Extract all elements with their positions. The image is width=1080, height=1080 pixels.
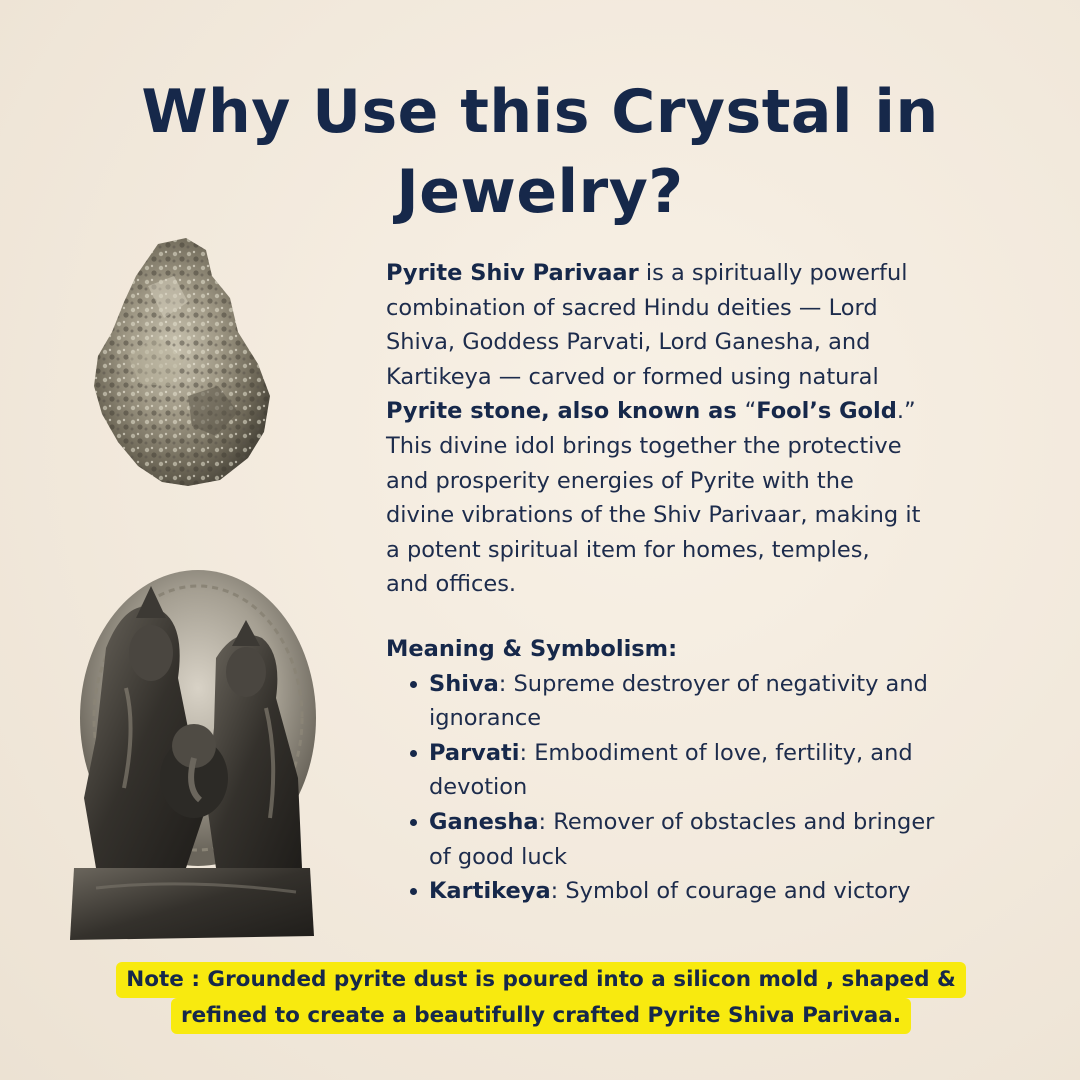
raw-pyrite-image [88,236,273,488]
title-line-1: Why Use this Crystal in [141,77,939,147]
intro-line-10: and offices. [386,571,517,598]
note-banner [58,962,1024,1034]
meaning-heading: Meaning & Symbolism: [386,635,678,662]
intro-line-8: divine vibrations of the Shiv Parivaar, making it [386,502,921,529]
note-line-2: refined to create a beautifully crafted Pyrite Shiva Parivaa. [171,998,911,1034]
fools-gold: Fool’s Gold [756,398,897,425]
page-title [0,72,1080,232]
list-item: Ganesha: Remover of obstacles and bringer of good luck [408,805,996,874]
intro-paragraph [386,256,996,602]
note-line-1: Note : Grounded pyrite dust is poured into a silicon mold , shaped & [116,962,966,998]
title-line-2: Jewelry? [396,157,684,227]
list-item: Parvati: Embodiment of love, fertility, and devotion [408,736,996,805]
intro-line-4: Kartikeya — carved or formed using natural [386,363,879,390]
intro-line-6: This divine idol brings together the protective [386,432,902,459]
list-item: Shiva: Supreme destroyer of negativity and ignorance [408,667,996,736]
shiv-parivaar-idol-image [66,568,318,946]
intro-line-9: a potent spiritual item for homes, temples, [386,536,870,563]
description-block [386,256,996,909]
intro-line-2: combination of sacred Hindu deities — Lord [386,294,878,321]
intro-line-1: Pyrite Shiv Parivaar is a spiritually powerful [386,260,908,286]
intro-line-5: Pyrite stone, also known as “Fool’s Gold.” [386,398,916,425]
intro-line-7: and prosperity energies of Pyrite with the [386,467,854,494]
product-name: Pyrite Shiv Parivaar [386,260,639,286]
symbolism-list [386,667,996,909]
list-item: Kartikeya: Symbol of courage and victory [408,874,996,909]
intro-line-3: Shiva, Goddess Parvati, Lord Ganesha, and [386,329,871,356]
